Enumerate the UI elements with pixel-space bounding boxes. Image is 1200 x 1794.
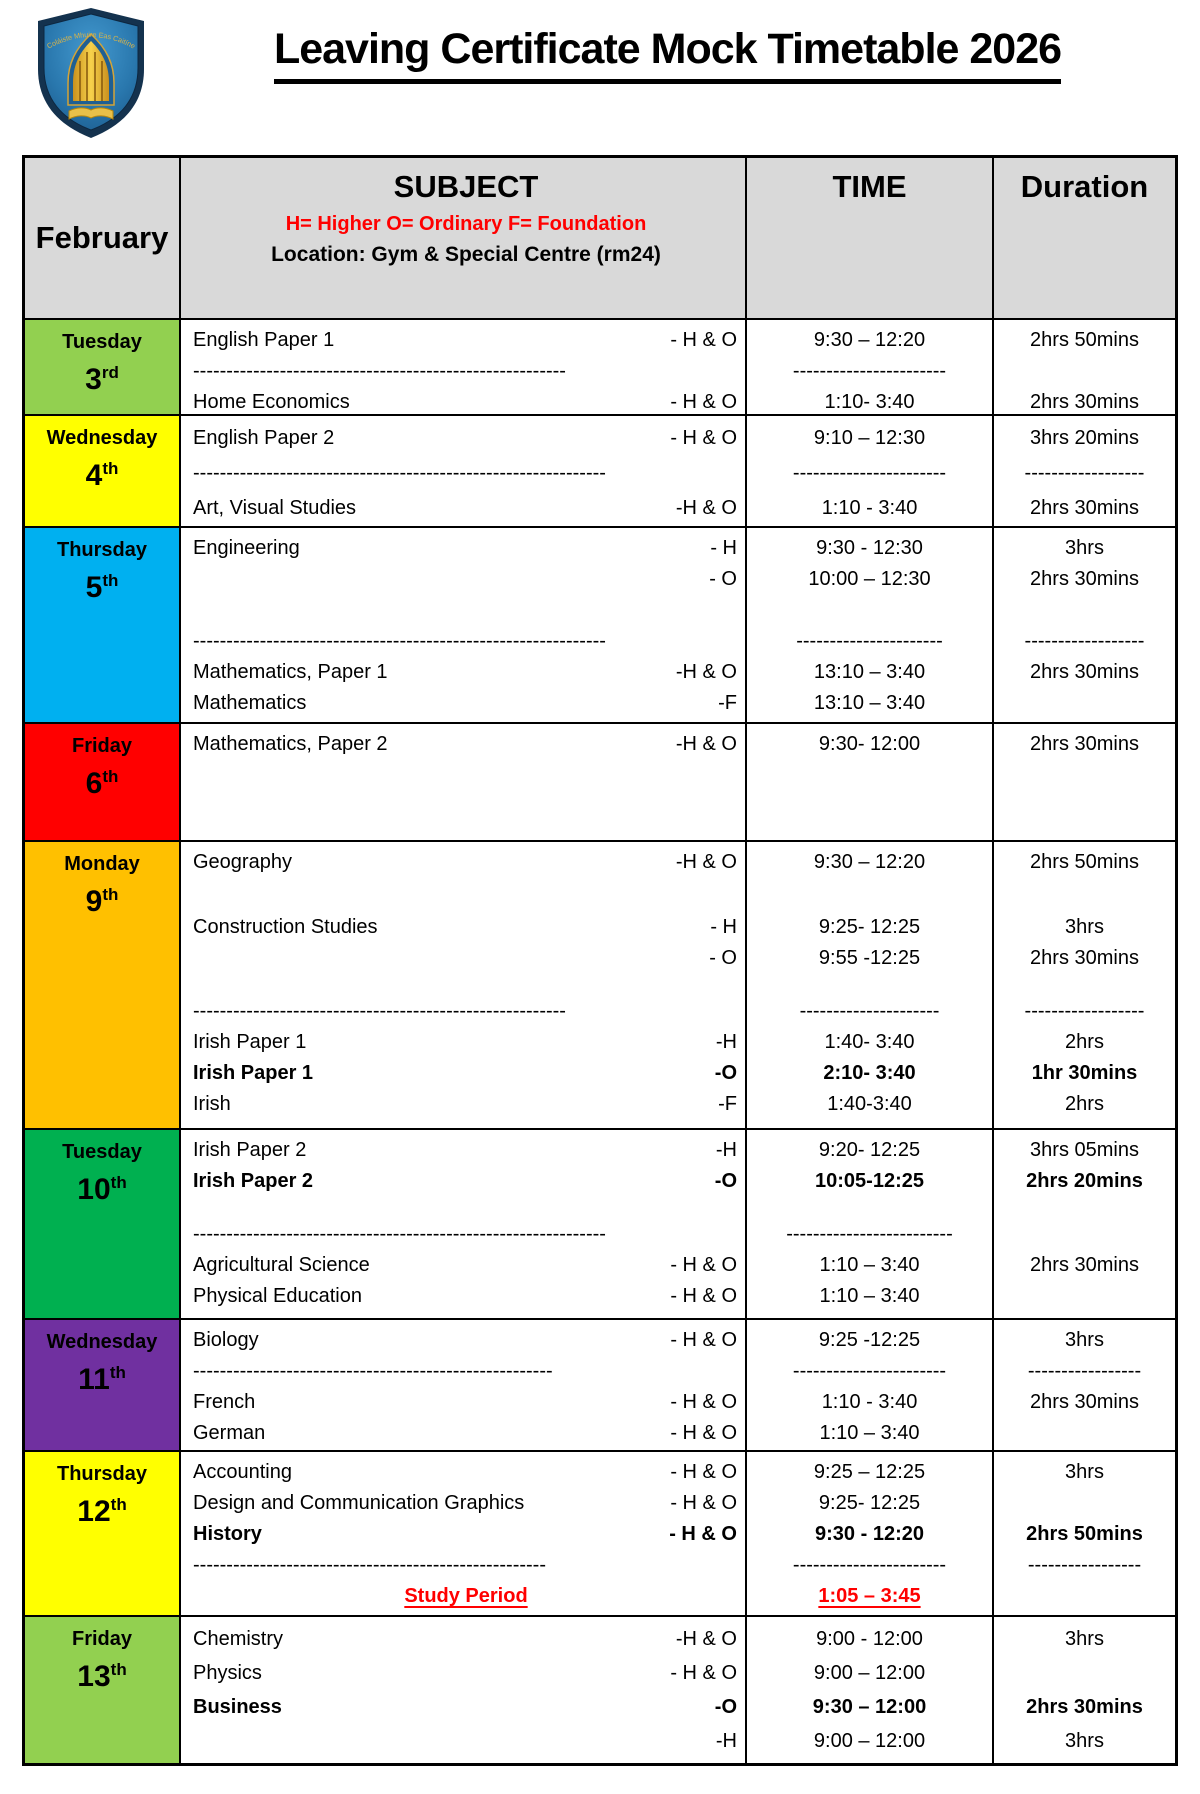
subject-name: Irish Paper 2	[193, 1139, 307, 1161]
time-value: 9:30- 12:00	[818, 733, 921, 755]
time-column-header: TIME	[832, 169, 907, 204]
subject-level: - H	[710, 916, 737, 938]
table-header-row	[25, 158, 1175, 318]
durations-cell	[994, 320, 1175, 414]
subject-name: Business	[193, 1696, 282, 1718]
spacer	[193, 595, 739, 626]
page-header	[175, 26, 1160, 84]
duration-value	[994, 1418, 1175, 1449]
subject-level: -H & O	[675, 733, 737, 755]
date-label: 6th	[85, 767, 119, 800]
subjects-cell	[181, 416, 747, 526]
subject-name: Mathematics, Paper 1	[193, 661, 388, 683]
subject-line	[193, 421, 739, 456]
date-label: 9th	[85, 885, 119, 918]
subject-line	[193, 1519, 739, 1550]
subject-level: -O	[714, 1170, 737, 1192]
timetable-row	[25, 414, 1175, 526]
subject-line	[193, 1250, 739, 1281]
durations-cell	[994, 1617, 1175, 1763]
subject-line	[193, 1027, 739, 1058]
durations-cell	[994, 1452, 1175, 1615]
durations-cell	[994, 1320, 1175, 1450]
time-value: 1:10 – 3:40	[819, 1285, 920, 1307]
times-cell	[747, 842, 994, 1128]
time-value: 1:40- 3:40	[824, 1031, 915, 1053]
date-cell	[25, 842, 181, 1128]
day-label: Thursday	[56, 1463, 148, 1485]
subject-level: -H	[715, 1031, 737, 1053]
subject-line	[193, 729, 739, 760]
subject-name: History	[193, 1523, 262, 1545]
separator-dashes: -----------------	[1027, 1554, 1142, 1576]
subject-name: Chemistry	[193, 1628, 284, 1650]
duration-value: 1hr 30mins	[1031, 1062, 1138, 1084]
subject-level: - H & O	[670, 1329, 737, 1351]
date-cell	[25, 416, 181, 526]
subject-line	[193, 1281, 739, 1312]
subject-name: Agricultural Science	[193, 1254, 370, 1276]
subject-name: German	[193, 1422, 266, 1444]
date-ordinal: th	[102, 459, 119, 478]
time-value: 9:00 - 12:00	[816, 1628, 923, 1650]
time-value: 9:30 - 12:30	[816, 537, 923, 559]
durations-cell	[994, 416, 1175, 526]
subject-level: - H & O	[670, 1492, 737, 1514]
duration-column-header: Duration	[1020, 169, 1149, 204]
timetable-row	[25, 1128, 1175, 1318]
spacer	[747, 974, 992, 996]
timetable-row	[25, 840, 1175, 1128]
subject-line	[193, 491, 739, 526]
subject-level: -H	[715, 1139, 737, 1161]
duration-value: 2hrs 30mins	[1030, 497, 1139, 519]
date-label: 10th	[77, 1173, 127, 1206]
subject-level: - H & O	[670, 427, 737, 449]
duration-value: 2hrs	[1065, 1031, 1104, 1053]
subject-level: -H & O	[675, 851, 737, 873]
subject-line	[193, 1418, 739, 1449]
durations-cell	[994, 842, 1175, 1128]
subject-name: French	[193, 1391, 256, 1413]
time-value: 9:30 – 12:00	[812, 1696, 927, 1718]
subject-name: Mathematics	[193, 692, 307, 714]
subject-line	[193, 1089, 739, 1120]
subject-line	[193, 1135, 739, 1166]
day-label: Monday	[64, 853, 140, 875]
duration-value	[994, 1488, 1175, 1519]
separator-dashes: --------------------------------------------------------	[193, 1000, 566, 1022]
subject-line	[193, 1724, 739, 1758]
date-label: 5th	[85, 571, 119, 604]
duration-value	[994, 1581, 1175, 1612]
subject-level: - H & O	[670, 1461, 737, 1483]
spacer	[747, 1197, 992, 1219]
separator-dashes: -----------------	[1027, 1360, 1142, 1382]
subject-name: Irish Paper 2	[193, 1170, 314, 1192]
duration-value: 2hrs 30mins	[1030, 568, 1139, 590]
date-ordinal: th	[110, 1173, 127, 1192]
study-period-line	[193, 1581, 739, 1612]
subject-line	[193, 1325, 739, 1356]
subject-line	[193, 1488, 739, 1519]
date-ordinal: th	[102, 767, 119, 786]
duration-value: 3hrs	[1065, 1628, 1104, 1650]
subjects-cell	[181, 1617, 747, 1763]
date-label: 3rd	[85, 363, 119, 396]
timetable-row	[25, 1318, 1175, 1450]
time-value: 9:25- 12:25	[818, 1492, 921, 1514]
day-label: Wednesday	[46, 427, 158, 449]
subject-level: - H & O	[669, 1523, 737, 1545]
levels-legend: H= Higher O= Ordinary F= Foundation	[285, 213, 647, 236]
spacer	[994, 1197, 1175, 1219]
duration-value: 3hrs	[1065, 537, 1104, 559]
subject-name: English Paper 2	[193, 427, 335, 449]
duration-value: 2hrs 30mins	[1026, 1696, 1143, 1718]
subject-name: Design and Communication Graphics	[193, 1492, 525, 1514]
duration-value: 3hrs	[1065, 1461, 1104, 1483]
subject-line	[193, 1058, 739, 1089]
separator-dashes: -----------------------	[792, 1554, 947, 1576]
times-cell	[747, 528, 994, 722]
subjects-cell	[181, 1452, 747, 1615]
spacer	[193, 878, 739, 912]
date-cell	[25, 320, 181, 414]
separator-dashes: --------------------------------------------------------------	[193, 1223, 606, 1245]
time-value: 9:30 – 12:20	[813, 851, 926, 873]
duration-value: 2hrs 30mins	[1030, 391, 1139, 413]
date-ordinal: th	[110, 1495, 127, 1514]
day-label: Tuesday	[62, 331, 142, 353]
subject-line	[193, 943, 739, 974]
subject-name: Physics	[193, 1662, 262, 1684]
subject-level: - H & O	[670, 329, 737, 351]
timetable	[22, 155, 1178, 1766]
subject-level: - H	[710, 537, 737, 559]
times-cell	[747, 1130, 994, 1318]
durations-cell	[994, 724, 1175, 840]
spacer	[994, 595, 1175, 626]
spacer	[193, 1197, 739, 1219]
subject-level: -H & O	[675, 661, 737, 683]
day-label: Friday	[71, 1628, 133, 1650]
date-cell	[25, 724, 181, 840]
separator-dashes: ------------------	[1024, 630, 1145, 652]
subject-name: Physical Education	[193, 1285, 362, 1307]
separator-dashes: --------------------------------------------------------------	[193, 630, 606, 652]
date-cell	[25, 528, 181, 722]
timetable-row	[25, 1615, 1175, 1763]
subject-name: Accounting	[193, 1461, 292, 1483]
date-label: 11th	[78, 1363, 126, 1396]
time-value: 2:10- 3:40	[823, 1062, 916, 1084]
spacer	[994, 878, 1175, 912]
time-value: 1:40-3:40	[827, 1093, 912, 1115]
location-note: Location: Gym & Special Centre (rm24)	[271, 243, 661, 267]
subjects-cell	[181, 1130, 747, 1318]
times-cell	[747, 416, 994, 526]
date-ordinal: th	[109, 1363, 126, 1382]
duration-value: 2hrs 30mins	[1030, 947, 1139, 969]
duration-value: 2hrs 50mins	[1030, 329, 1139, 351]
duration-value: 2hrs 30mins	[1030, 733, 1139, 755]
date-ordinal: rd	[101, 363, 119, 382]
subject-line	[193, 1656, 739, 1690]
duration-value: 3hrs	[1065, 916, 1104, 938]
subject-level: -F	[718, 1093, 737, 1115]
day-label: Tuesday	[62, 1141, 142, 1163]
separator-dashes: -----------------------	[792, 462, 947, 484]
day-label: Friday	[71, 735, 133, 757]
time-header-cell	[747, 158, 994, 318]
separator-dashes: -------------------------	[786, 1223, 953, 1245]
date-cell	[25, 1452, 181, 1615]
subject-level: - H & O	[670, 1285, 737, 1307]
duration-value: 3hrs	[1065, 1730, 1104, 1752]
subject-level: -H & O	[675, 497, 737, 519]
date-label: 13th	[77, 1660, 127, 1693]
times-cell	[747, 1320, 994, 1450]
month-label: February	[35, 220, 169, 255]
subject-line	[193, 1166, 739, 1197]
duration-value: 2hrs 30mins	[1030, 1391, 1139, 1413]
subject-line	[193, 325, 739, 356]
spacer	[193, 974, 739, 996]
subject-line	[193, 1457, 739, 1488]
spacer	[747, 878, 992, 912]
time-value: 1:10 - 3:40	[821, 497, 918, 519]
subject-level: -F	[718, 692, 737, 714]
subject-line	[193, 387, 739, 414]
subject-name: Home Economics	[193, 391, 350, 413]
time-value: 9:00 – 12:00	[813, 1662, 926, 1684]
subject-line	[193, 564, 739, 595]
separator-dashes: -----------------------------------------------------	[193, 1554, 546, 1576]
subject-name: Engineering	[193, 537, 300, 559]
subjects-cell	[181, 528, 747, 722]
timetable-row	[25, 1450, 1175, 1615]
time-value: 9:20- 12:25	[818, 1139, 921, 1161]
subject-name: English Paper 1	[193, 329, 335, 351]
subject-name: Construction Studies	[193, 916, 378, 938]
duration-value: 3hrs 20mins	[1030, 427, 1139, 449]
duration-value: 2hrs 50mins	[1026, 1523, 1143, 1545]
time-value: 10:00 – 12:30	[808, 568, 931, 590]
separator-dashes	[994, 1219, 1175, 1250]
time-value: 1:10 - 3:40	[821, 1391, 918, 1413]
duration-value: 2hrs 20mins	[1026, 1170, 1143, 1192]
date-cell	[25, 1617, 181, 1763]
duration-value: 2hrs	[1065, 1093, 1104, 1115]
time-value: 9:30 - 12:20	[815, 1523, 924, 1545]
subject-line	[193, 533, 739, 564]
timetable-row	[25, 318, 1175, 414]
subject-line	[193, 1622, 739, 1656]
subject-name: Irish	[193, 1093, 231, 1115]
times-cell	[747, 320, 994, 414]
timetable-row	[25, 526, 1175, 722]
time-value: 1:10- 3:40	[824, 391, 915, 413]
subject-level: - O	[709, 568, 737, 590]
subject-level: - H & O	[670, 391, 737, 413]
subject-level: -O	[714, 1696, 737, 1718]
duration-value	[994, 1281, 1175, 1312]
durations-cell	[994, 1130, 1175, 1318]
subject-line	[193, 1387, 739, 1418]
duration-value: 2hrs 30mins	[1030, 1254, 1139, 1276]
subject-level: - H & O	[670, 1662, 737, 1684]
timetable-row	[25, 722, 1175, 840]
times-cell	[747, 1452, 994, 1615]
date-label: 12th	[77, 1495, 127, 1528]
subjects-cell	[181, 724, 747, 840]
separator-dashes: --------------------------------------------------------	[193, 360, 566, 382]
separator-dashes: -----------------------	[792, 360, 947, 382]
subjects-cell	[181, 1320, 747, 1450]
time-value: 9:10 – 12:30	[813, 427, 926, 449]
date-cell	[25, 1130, 181, 1318]
spacer	[747, 595, 992, 626]
study-period-label: Study Period	[404, 1585, 528, 1607]
separator-dashes	[994, 356, 1175, 387]
month-header-cell	[25, 158, 181, 318]
time-value: 13:10 – 3:40	[813, 661, 926, 683]
time-value: 9:25 -12:25	[818, 1329, 921, 1351]
duration-value: 2hrs 50mins	[1030, 851, 1139, 873]
time-value: 1:05 – 3:45	[818, 1585, 921, 1607]
subjects-cell	[181, 320, 747, 414]
duration-value: 3hrs 05mins	[1030, 1139, 1139, 1161]
subjects-cell	[181, 842, 747, 1128]
duration-value: 2hrs 30mins	[1030, 661, 1139, 683]
subject-level: -O	[714, 1062, 737, 1084]
subject-level: - H & O	[670, 1254, 737, 1276]
day-label: Wednesday	[46, 1331, 158, 1353]
time-value: 9:25 – 12:25	[813, 1461, 926, 1483]
duration-value: 3hrs	[1065, 1329, 1104, 1351]
time-value: 9:00 – 12:00	[813, 1730, 926, 1752]
subject-line	[193, 912, 739, 943]
times-cell	[747, 1617, 994, 1763]
page-title: Leaving Certificate Mock Timetable 2026	[274, 26, 1061, 84]
subject-level: - H & O	[670, 1391, 737, 1413]
spacer	[994, 974, 1175, 996]
subject-line	[193, 1690, 739, 1724]
time-value: 1:10 – 3:40	[819, 1254, 920, 1276]
date-cell	[25, 1320, 181, 1450]
time-value: 1:10 – 3:40	[819, 1422, 920, 1444]
duration-value	[994, 688, 1175, 719]
subject-name: Geography	[193, 851, 292, 873]
time-value: 13:10 – 3:40	[813, 692, 926, 714]
separator-dashes: ------------------	[1024, 1000, 1145, 1022]
separator-dashes: -----------------------	[792, 1360, 947, 1382]
durations-cell	[994, 528, 1175, 722]
subject-name: Biology	[193, 1329, 259, 1351]
separator-dashes: ------------------------------------------------------	[193, 1360, 553, 1382]
subject-name: Art, Visual Studies	[193, 497, 357, 519]
date-ordinal: th	[102, 571, 119, 590]
date-ordinal: th	[102, 885, 119, 904]
subject-level: -H	[715, 1730, 737, 1752]
day-label: Thursday	[56, 539, 148, 561]
subject-name: Mathematics, Paper 2	[193, 733, 388, 755]
times-cell	[747, 724, 994, 840]
subject-line	[193, 688, 739, 719]
subject-column-header: SUBJECT	[393, 169, 539, 204]
subject-line	[193, 847, 739, 878]
time-value: 10:05-12:25	[815, 1170, 924, 1192]
duration-header-cell	[994, 158, 1175, 318]
subject-level: - H & O	[670, 1422, 737, 1444]
school-crest-logo	[30, 6, 152, 140]
separator-dashes: ---------------------	[799, 1000, 940, 1022]
subject-header-cell	[181, 158, 747, 318]
separator-dashes: ------------------	[1024, 462, 1145, 484]
subject-name: Irish Paper 1	[193, 1062, 314, 1084]
separator-dashes: ----------------------	[796, 630, 943, 652]
duration-value	[994, 1656, 1175, 1690]
subject-name: Irish Paper 1	[193, 1031, 307, 1053]
separator-dashes: --------------------------------------------------------------	[193, 462, 606, 484]
subject-line	[193, 657, 739, 688]
date-label: 4th	[85, 459, 119, 492]
date-ordinal: th	[110, 1660, 127, 1679]
subject-level: - O	[709, 947, 737, 969]
subject-level: -H & O	[675, 1628, 737, 1650]
time-value: 9:30 – 12:20	[813, 329, 926, 351]
time-value: 9:25- 12:25	[818, 916, 921, 938]
time-value: 9:55 -12:25	[818, 947, 921, 969]
crest-motto-text: Coláiste Mhuire Eas Caitíne	[45, 29, 137, 51]
